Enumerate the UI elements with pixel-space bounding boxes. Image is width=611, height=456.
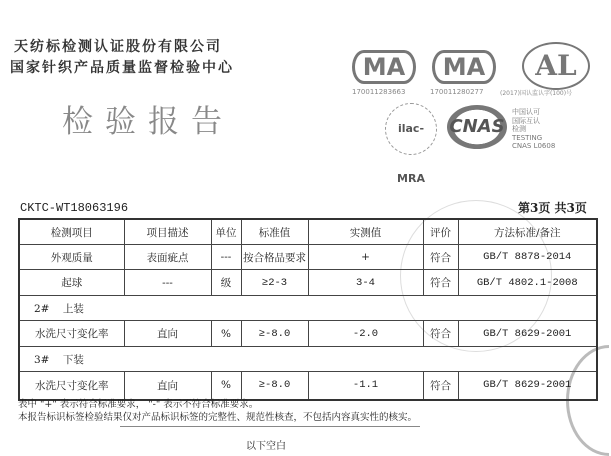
header-cell: 实测值 bbox=[308, 219, 423, 245]
header-cell: 单位 bbox=[211, 219, 241, 245]
section-label: 2# 上装 bbox=[19, 296, 597, 321]
cnas-info-line: 检测 bbox=[512, 125, 526, 133]
cell: -2.0 bbox=[308, 321, 423, 347]
cnas-logo: CNAS bbox=[447, 105, 507, 149]
section-row bbox=[19, 296, 597, 321]
cell: 表面疵点 bbox=[124, 245, 211, 270]
section-label: 3# 下装 bbox=[19, 347, 597, 372]
header-cell: 项目描述 bbox=[124, 219, 211, 245]
page-info: 第3页 共3页 bbox=[518, 201, 587, 215]
cell: 直向 bbox=[124, 321, 211, 347]
report-number: CKTC-WT18063196 bbox=[20, 201, 129, 215]
cnas-info-line: TESTING bbox=[512, 133, 543, 142]
table-row bbox=[19, 270, 597, 296]
cell: 水洗尺寸变化率 bbox=[19, 372, 124, 400]
cell: 符合 bbox=[423, 372, 458, 400]
cell: 3-4 bbox=[308, 270, 423, 296]
header-cell: 方法标准/备注 bbox=[458, 219, 597, 245]
table-row bbox=[19, 245, 597, 270]
org-name: 天纺标检测认证股份有限公司 bbox=[14, 39, 222, 55]
legend-note: 表中 "+" 表示符合标准要求， "-" 表示不符合标准要求。 bbox=[18, 399, 259, 410]
ilac-mra-logo: ilac-MRA bbox=[385, 103, 437, 155]
header-cell: 评价 bbox=[423, 219, 458, 245]
header-cell: 标准值 bbox=[241, 219, 308, 245]
report-title: 检验报告 bbox=[62, 104, 234, 140]
table-row bbox=[19, 321, 597, 347]
cnas-info-line: 中国认可 bbox=[512, 108, 540, 116]
cell: GB/T 8629-2001 bbox=[458, 321, 597, 347]
cell: ≥-8.0 bbox=[241, 321, 308, 347]
blank-below: 以下空白 bbox=[246, 441, 286, 452]
center-name: 国家针织产品质量监督检验中心 bbox=[10, 60, 234, 76]
divider bbox=[120, 426, 420, 427]
results-table bbox=[18, 218, 598, 401]
cell: 起球 bbox=[19, 270, 124, 296]
cell: + bbox=[308, 245, 423, 270]
cma-logo-1: MA bbox=[352, 50, 416, 84]
cell: GB/T 8878-2014 bbox=[458, 245, 597, 270]
cell: 直向 bbox=[124, 372, 211, 400]
cell: % bbox=[211, 372, 241, 400]
cal-number: (2017)国认监认字(100)号 bbox=[500, 90, 573, 97]
section-row bbox=[19, 347, 597, 372]
cnas-info-line: CNAS L0608 bbox=[512, 142, 556, 150]
cell: 符合 bbox=[423, 321, 458, 347]
cell: 外观质量 bbox=[19, 245, 124, 270]
table-header bbox=[19, 219, 597, 245]
cell: 按合格品要求 bbox=[241, 245, 308, 270]
cell: ≥-8.0 bbox=[241, 372, 308, 400]
cell: GB/T 4802.1-2008 bbox=[458, 270, 597, 296]
cnas-info-line: 国际互认 bbox=[512, 116, 540, 125]
cell: -1.1 bbox=[308, 372, 423, 400]
cnas-info bbox=[512, 108, 555, 151]
label-note: 本报告标识标签检验结果仅对产品标识标签的完整性、规范性核查，不包括内容真实性的核实。 bbox=[18, 412, 418, 423]
cell: 符合 bbox=[423, 270, 458, 296]
cell: --- bbox=[124, 270, 211, 296]
cell: 级 bbox=[211, 270, 241, 296]
cma-number-2: 170011280277 bbox=[430, 88, 484, 96]
cell: 水洗尺寸变化率 bbox=[19, 321, 124, 347]
cell: --- bbox=[211, 245, 241, 270]
cell: 符合 bbox=[423, 245, 458, 270]
cell: GB/T 8629-2001 bbox=[458, 372, 597, 400]
cma-number-1: 170011283663 bbox=[352, 88, 406, 96]
cell: % bbox=[211, 321, 241, 347]
cell: ≥2-3 bbox=[241, 270, 308, 296]
header-cell: 检测项目 bbox=[19, 219, 124, 245]
cma-logo-2: MA bbox=[432, 50, 496, 84]
cal-logo: AL bbox=[522, 42, 590, 90]
